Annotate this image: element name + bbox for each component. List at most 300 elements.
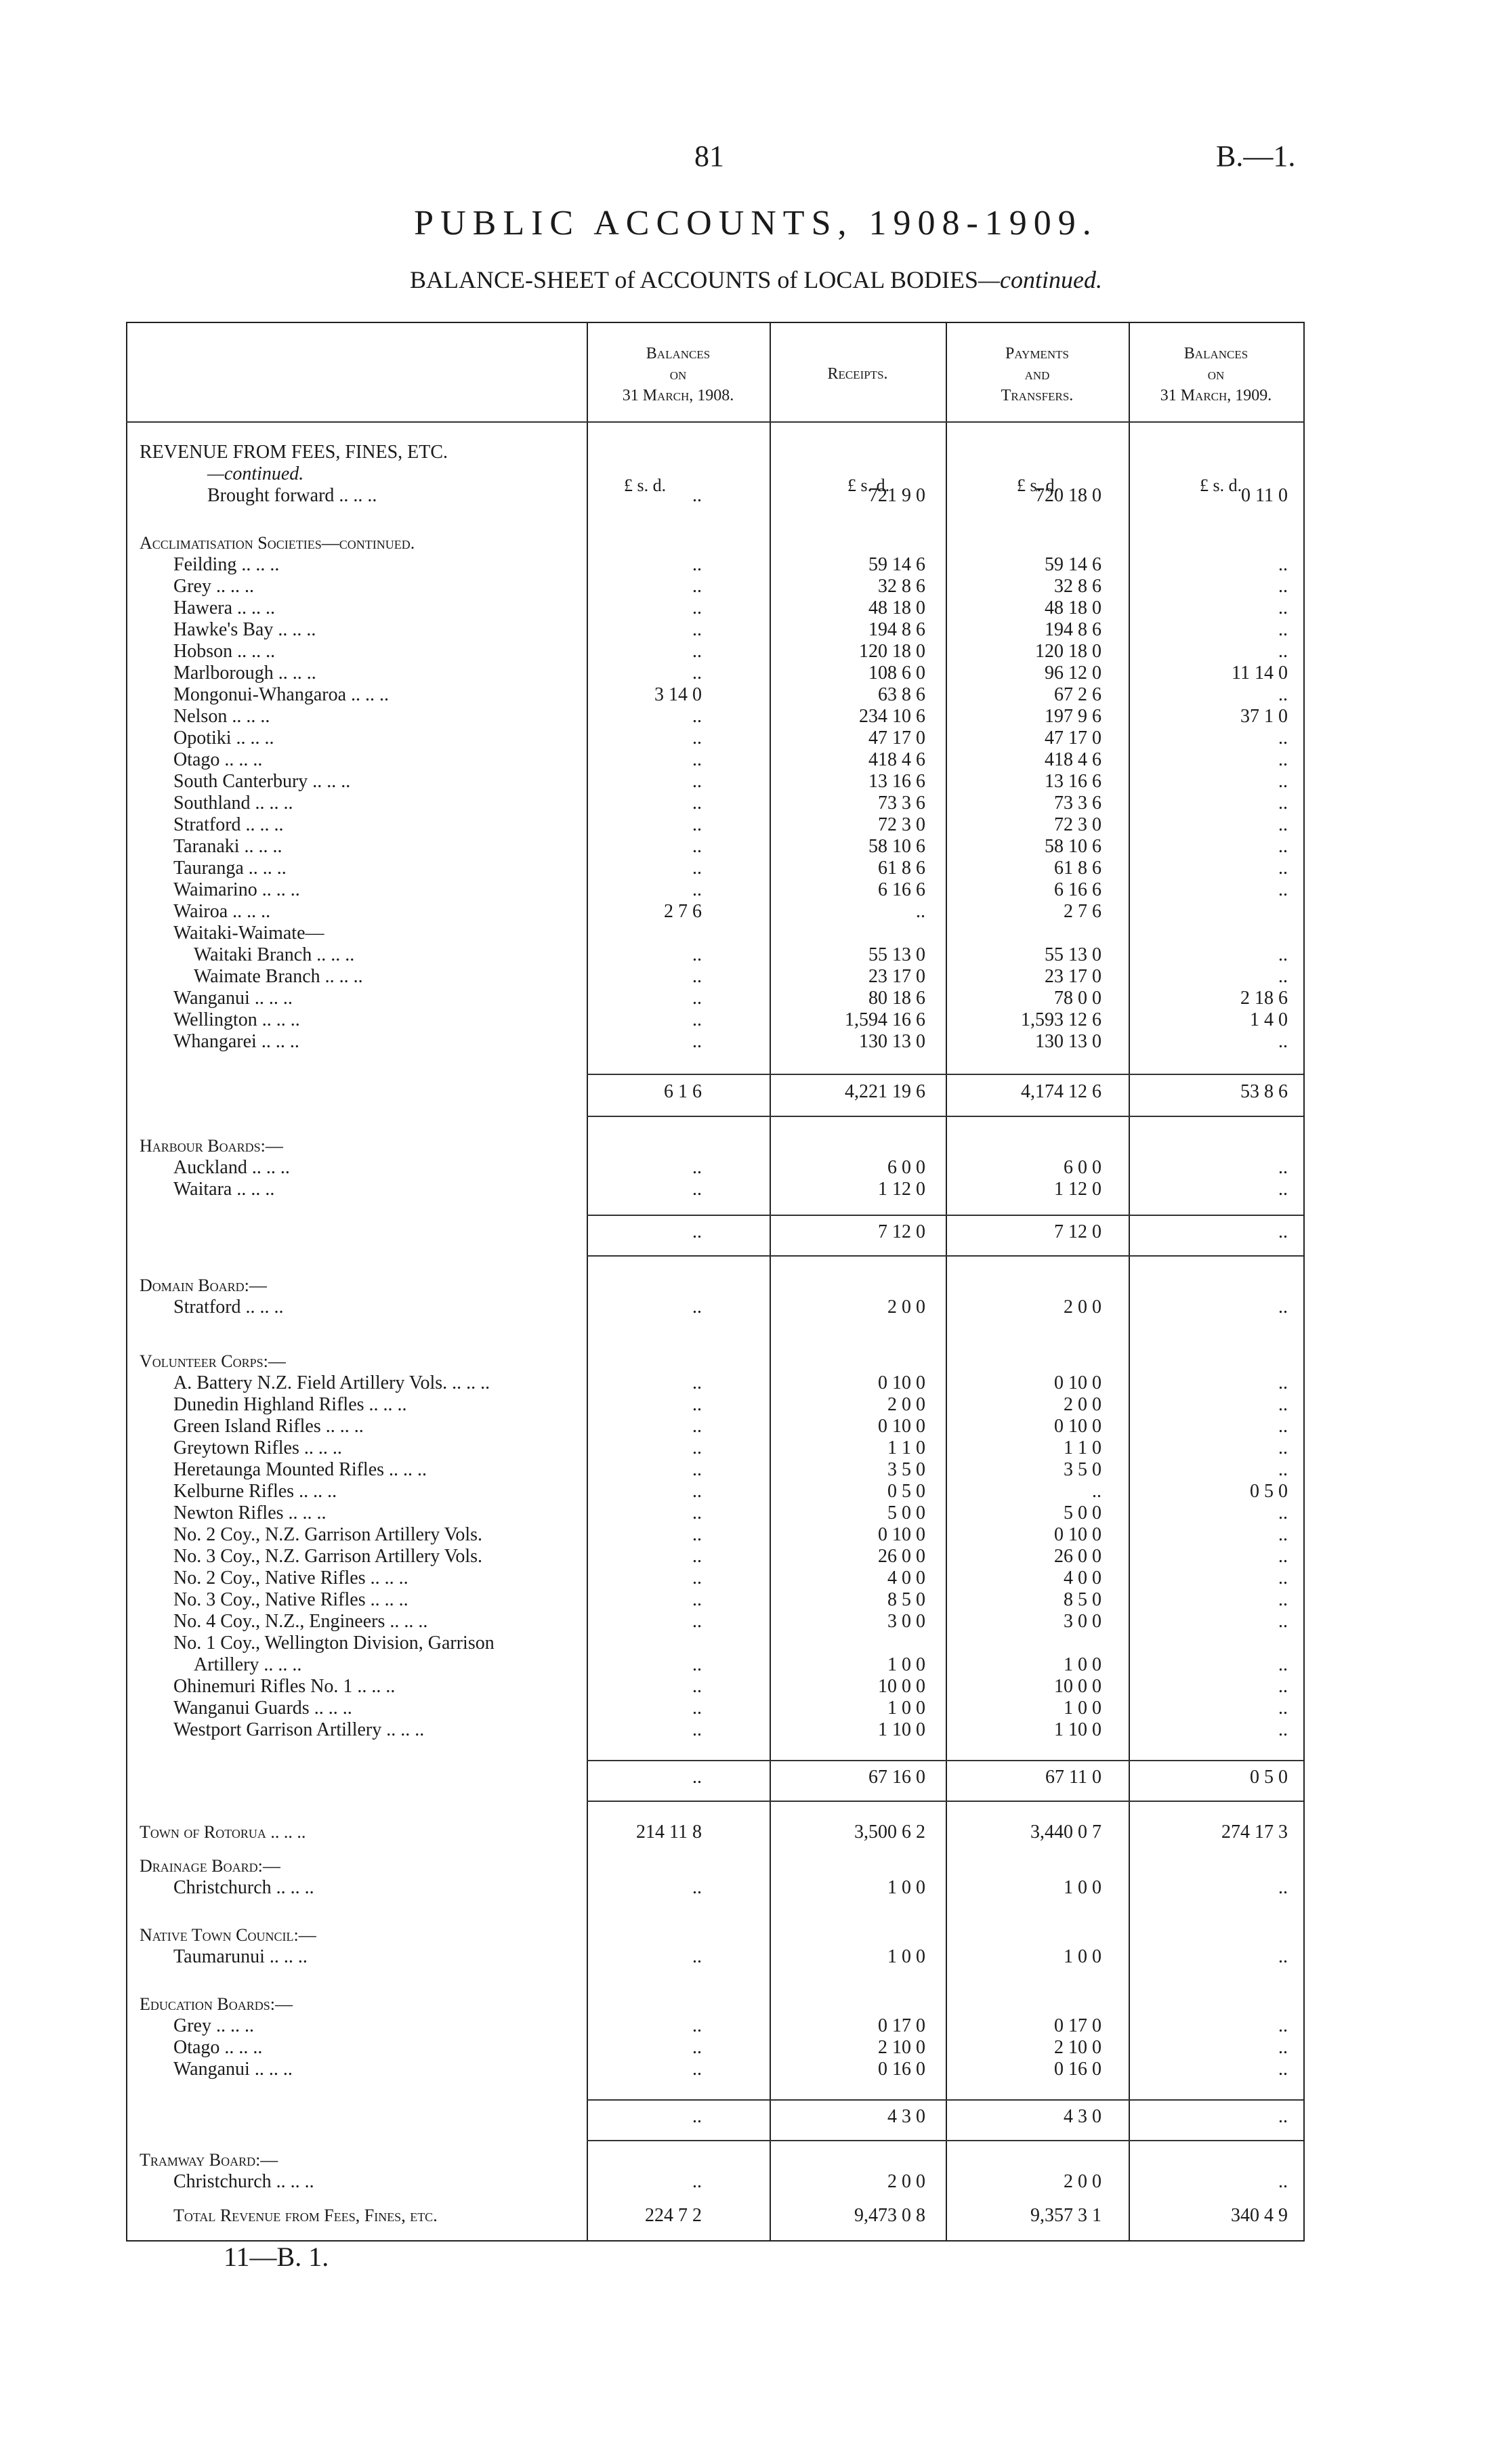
amount-cell: 274 17 3 (1221, 1822, 1288, 1843)
amount-cell: .. (1278, 1877, 1288, 1898)
amount-cell: 26 0 0 (878, 1546, 925, 1567)
amount-cell: .. (692, 814, 702, 835)
amount-cell: .. (692, 1372, 702, 1393)
subtotal-rule (587, 2140, 1303, 2141)
table-row (126, 1275, 1305, 1297)
table-row (126, 771, 1305, 793)
row-label: Christchurch .. .. .. (173, 1877, 314, 1898)
amount-cell: 61 8 6 (878, 858, 925, 879)
row-label: Opotiki .. .. .. (173, 728, 274, 749)
row-label: Christchurch .. .. .. (173, 2171, 314, 2192)
row-label: Greytown Rifles .. .. .. (173, 1437, 342, 1458)
amount-cell: .. (692, 485, 702, 506)
row-label: Newton Rifles .. .. .. (173, 1502, 327, 1523)
subtotal-rule (587, 1074, 1303, 1075)
amount-cell: .. (692, 728, 702, 749)
page-title: PUBLIC ACCOUNTS, 1908-1909. (414, 204, 1098, 243)
amount-cell: 2 7 6 (664, 901, 702, 922)
amount-cell: 2 0 0 (887, 2171, 925, 2192)
amount-cell: .. (692, 1459, 702, 1480)
table-row (126, 1719, 1305, 1741)
table-row (126, 706, 1305, 728)
amount-cell: .. (1278, 1394, 1288, 1415)
table-row (126, 1698, 1305, 1719)
table-row (126, 1877, 1305, 1899)
subtotal-rule (587, 1255, 1303, 1257)
amount-cell: 3 0 0 (887, 1611, 925, 1632)
row-label: Education Boards:— (140, 1994, 293, 2014)
amount-cell: 2 10 0 (1054, 2037, 1101, 2058)
row-label: Otago .. .. .. (173, 749, 263, 770)
amount-cell: .. (1278, 619, 1288, 640)
amount-cell: 7 12 0 (1054, 1221, 1101, 1242)
amount-cell: .. (692, 1481, 702, 1502)
amount-cell: 4 0 0 (887, 1568, 925, 1589)
amount-cell: .. (692, 1698, 702, 1719)
row-label: Feilding .. .. .. (173, 554, 280, 575)
row-label: No. 2 Coy., N.Z. Garrison Artillery Vols. (173, 1524, 483, 1545)
table-row (126, 1481, 1305, 1502)
column-header-receipts: Receipts. (827, 365, 888, 383)
amount-cell: 1,594 16 6 (845, 1009, 925, 1030)
amount-cell: 4,174 12 6 (1021, 1081, 1101, 1102)
amount-cell: .. (692, 619, 702, 640)
table-row (126, 1633, 1305, 1654)
amount-cell: 0 10 0 (1054, 1372, 1101, 1393)
row-label: Hobson .. .. .. (173, 641, 276, 662)
amount-cell: 1 10 0 (878, 1719, 925, 1740)
amount-cell: 224 7 2 (645, 2205, 702, 2226)
amount-cell: 55 13 0 (868, 944, 925, 965)
subtitle-main: BALANCE-SHEET of ACCOUNTS of LOCAL BODIES (410, 266, 979, 293)
unit-header: £ s. d. (624, 476, 667, 495)
subtotal-rule (587, 1116, 1303, 1117)
amount-cell: .. (1278, 1221, 1288, 1242)
amount-cell: 2 0 0 (887, 1297, 925, 1318)
row-label: Wanganui .. .. .. (173, 2059, 293, 2080)
amount-cell: .. (692, 2015, 702, 2036)
row-label: Wanganui Guards .. .. .. (173, 1698, 352, 1719)
amount-cell: 6 0 0 (1064, 1157, 1101, 1178)
amount-cell: 67 16 0 (868, 1767, 925, 1788)
amount-cell: 59 14 6 (868, 554, 925, 575)
column-header-payments: Payments and Transfers. (1001, 345, 1074, 404)
table-row (126, 1946, 1305, 1968)
amount-cell: .. (692, 1157, 702, 1178)
amount-cell: 0 16 0 (1054, 2059, 1101, 2080)
table-row (126, 944, 1305, 966)
amount-cell: 3 0 0 (1064, 1611, 1101, 1632)
amount-cell: 32 8 6 (1054, 576, 1101, 597)
amount-cell: .. (1278, 554, 1288, 575)
amount-cell: 9,473 0 8 (854, 2205, 925, 2226)
amount-cell: .. (1278, 1157, 1288, 1178)
amount-cell: 1 4 0 (1250, 1009, 1288, 1030)
amount-cell: .. (1278, 728, 1288, 749)
amount-cell: .. (692, 966, 702, 987)
table-row (126, 966, 1305, 988)
amount-cell: .. (1278, 1611, 1288, 1632)
amount-cell: 3 5 0 (1064, 1459, 1101, 1480)
amount-cell: 32 8 6 (878, 576, 925, 597)
subtitle-continued: —continued. (978, 266, 1102, 293)
row-label: Town of Rotorua .. .. .. (140, 1822, 306, 1842)
amount-cell: .. (692, 749, 702, 770)
amount-cell: 23 17 0 (1045, 966, 1101, 987)
amount-cell: 108 6 0 (868, 662, 925, 683)
amount-cell: .. (1278, 836, 1288, 857)
table-subtitle (0, 266, 1512, 294)
table-row (126, 619, 1305, 641)
amount-cell: 48 18 0 (868, 597, 925, 618)
row-label: Waitaki Branch .. .. .. (194, 944, 355, 965)
table-row (126, 2149, 1305, 2171)
amount-cell: .. (1278, 597, 1288, 618)
row-label: Mongonui-Whangaroa .. .. .. (173, 684, 390, 705)
amount-cell: .. (1278, 1031, 1288, 1052)
amount-cell: 4 0 0 (1064, 1568, 1101, 1589)
row-label: Waimarino .. .. .. (173, 879, 300, 900)
row-label: Heretaunga Mounted Rifles .. .. .. (173, 1459, 427, 1480)
amount-cell: .. (692, 554, 702, 575)
amount-cell: 59 14 6 (1045, 554, 1101, 575)
amount-cell: .. (692, 641, 702, 662)
amount-cell: 9,357 3 1 (1030, 2205, 1101, 2226)
row-label: No. 3 Coy., N.Z. Garrison Artillery Vols. (173, 1546, 483, 1567)
amount-cell: .. (1278, 1654, 1288, 1675)
amount-cell: .. (692, 1221, 702, 1242)
amount-cell: 61 8 6 (1054, 858, 1101, 879)
table-row (126, 1502, 1305, 1524)
amount-cell: 214 11 8 (636, 1822, 702, 1843)
row-label: Artillery .. .. .. (194, 1654, 302, 1675)
table-row (126, 1009, 1305, 1031)
row-label: Whangarei .. .. .. (173, 1031, 299, 1052)
table-row (126, 2059, 1305, 2080)
row-label: No. 4 Coy., N.Z., Engineers .. .. .. (173, 1611, 428, 1632)
column-header-balances-1909: Balances on 31 March, 1909. (1160, 345, 1272, 404)
amount-cell: 6 16 6 (1054, 879, 1101, 900)
row-label: Hawera .. .. .. (173, 597, 276, 618)
amount-cell: 0 17 0 (878, 2015, 925, 2036)
amount-cell: 7 12 0 (878, 1221, 925, 1242)
amount-cell: 2 0 0 (1064, 1394, 1101, 1415)
amount-cell: 5 0 0 (1064, 1502, 1101, 1523)
amount-cell: 53 8 6 (1240, 1081, 1288, 1102)
amount-cell: .. (1278, 1179, 1288, 1200)
amount-cell: 130 13 0 (859, 1031, 925, 1052)
amount-cell: .. (1092, 1481, 1101, 1502)
amount-cell: 8 5 0 (1064, 1589, 1101, 1610)
amount-cell: .. (692, 1589, 702, 1610)
amount-cell: 2 7 6 (1064, 901, 1101, 922)
amount-cell: .. (692, 2059, 702, 2080)
amount-cell: 1 0 0 (887, 1877, 925, 1898)
table-row (126, 1589, 1305, 1611)
amount-cell: .. (692, 1767, 702, 1788)
table-row (126, 1546, 1305, 1568)
table-row (126, 858, 1305, 879)
table-row (126, 728, 1305, 749)
unit-header: £ s. d. (847, 476, 890, 495)
amount-cell: .. (1278, 1524, 1288, 1545)
amount-cell: 3,500 6 2 (854, 1822, 925, 1843)
amount-cell: .. (692, 1946, 702, 1967)
table-row (126, 641, 1305, 662)
table-row (126, 1994, 1305, 2015)
amount-cell: .. (692, 858, 702, 879)
table-row (126, 532, 1305, 554)
amount-cell: .. (692, 988, 702, 1009)
amount-cell: 1 12 0 (878, 1179, 925, 1200)
row-label: Dunedin Highland Rifles .. .. .. (173, 1394, 407, 1415)
amount-cell: .. (692, 1524, 702, 1545)
amount-cell: 0 10 0 (878, 1524, 925, 1545)
amount-cell: 26 0 0 (1054, 1546, 1101, 1567)
table-row (126, 1437, 1305, 1459)
amount-cell: 37 1 0 (1240, 706, 1288, 727)
amount-cell: .. (1278, 684, 1288, 705)
amount-cell: 13 16 6 (1045, 771, 1101, 792)
row-label: South Canterbury .. .. .. (173, 771, 351, 792)
amount-cell: 96 12 0 (1045, 662, 1101, 683)
amount-cell: 0 17 0 (1054, 2015, 1101, 2036)
subtotal-row (126, 1081, 1305, 1103)
amount-cell: 4,221 19 6 (845, 1081, 925, 1102)
amount-cell: 72 3 0 (878, 814, 925, 835)
amount-cell: 6 0 0 (887, 1157, 925, 1178)
subtotal-rule (587, 1760, 1303, 1761)
amount-cell: 67 11 0 (1045, 1767, 1101, 1788)
amount-cell: .. (916, 901, 925, 922)
amount-cell: .. (692, 879, 702, 900)
amount-cell: .. (692, 1297, 702, 1318)
amount-cell: 120 18 0 (1035, 641, 1101, 662)
amount-cell: .. (1278, 858, 1288, 879)
table-row (126, 1654, 1305, 1676)
table-row (126, 814, 1305, 836)
amount-cell: .. (692, 793, 702, 814)
table-row (126, 597, 1305, 619)
table-row (126, 1459, 1305, 1481)
row-label: Grey .. .. .. (173, 2015, 254, 2036)
amount-cell: 130 13 0 (1035, 1031, 1101, 1052)
amount-cell: 48 18 0 (1045, 597, 1101, 618)
amount-cell: .. (1278, 1719, 1288, 1740)
row-label: Volunteer Corps:— (140, 1351, 286, 1371)
row-label: REVENUE FROM FEES, FINES, ETC. (140, 442, 448, 463)
amount-cell: .. (692, 2037, 702, 2058)
amount-cell: .. (1278, 1568, 1288, 1589)
table-row (126, 1157, 1305, 1179)
row-label: Acclimatisation Societies—continued. (140, 533, 415, 553)
amount-cell: 418 4 6 (868, 749, 925, 770)
amount-cell: .. (692, 1546, 702, 1567)
row-label: Native Town Council:— (140, 1925, 316, 1945)
amount-cell: .. (1278, 2015, 1288, 2036)
row-label: Auckland .. .. .. (173, 1157, 290, 1178)
amount-cell: 80 18 6 (868, 988, 925, 1009)
amount-cell: 234 10 6 (859, 706, 925, 727)
amount-cell: .. (692, 2171, 702, 2192)
amount-cell: .. (1278, 944, 1288, 965)
amount-cell: 1 1 0 (887, 1437, 925, 1458)
amount-cell: 58 10 6 (1045, 836, 1101, 857)
amount-cell: 0 5 0 (1250, 1767, 1288, 1788)
amount-cell: 63 8 6 (878, 684, 925, 705)
table-row (126, 1297, 1305, 1318)
amount-cell: 47 17 0 (868, 728, 925, 749)
amount-cell: .. (692, 1416, 702, 1437)
amount-cell: .. (1278, 879, 1288, 900)
amount-cell: .. (692, 1568, 702, 1589)
table-row (126, 684, 1305, 706)
amount-cell: 0 10 0 (1054, 1524, 1101, 1545)
amount-cell: .. (1278, 1459, 1288, 1480)
table-row (126, 1394, 1305, 1416)
page-signature: 11—B. 1. (224, 2242, 329, 2272)
row-label: No. 1 Coy., Wellington Division, Garrison (173, 1633, 495, 1654)
amount-cell: .. (692, 597, 702, 618)
table-row (126, 1855, 1305, 1877)
amount-cell: 197 9 6 (1045, 706, 1101, 727)
table-row (126, 1351, 1305, 1372)
amount-cell: .. (692, 771, 702, 792)
row-label: Waimate Branch .. .. .. (194, 966, 363, 987)
row-label: No. 2 Coy., Native Rifles .. .. .. (173, 1568, 408, 1589)
amount-cell: .. (692, 1676, 702, 1697)
amount-cell: 0 5 0 (1250, 1481, 1288, 1502)
amount-cell: 0 16 0 (878, 2059, 925, 2080)
amount-cell: 67 2 6 (1054, 684, 1101, 705)
amount-cell: 3 5 0 (887, 1459, 925, 1480)
amount-cell: .. (1278, 814, 1288, 835)
table-row (126, 1524, 1305, 1546)
row-label: Brought forward .. .. .. (207, 485, 377, 506)
row-label: Waitaki-Waimate— (173, 923, 324, 944)
table-row (126, 793, 1305, 814)
table-row (126, 988, 1305, 1009)
amount-cell: 1 1 0 (1064, 1437, 1101, 1458)
table-row (126, 1031, 1305, 1053)
table-row (126, 2037, 1305, 2059)
table-row (126, 463, 1305, 485)
amount-cell: .. (1278, 1437, 1288, 1458)
table-row (126, 1179, 1305, 1200)
amount-cell: .. (692, 1611, 702, 1632)
amount-cell: .. (1278, 1416, 1288, 1437)
amount-cell: 418 4 6 (1045, 749, 1101, 770)
amount-cell: .. (692, 1719, 702, 1740)
amount-cell: .. (1278, 1502, 1288, 1523)
table-row (126, 1372, 1305, 1394)
amount-cell: .. (1278, 641, 1288, 662)
amount-cell: 1 12 0 (1054, 1179, 1101, 1200)
amount-cell: 72 3 0 (1054, 814, 1101, 835)
table-row (126, 2015, 1305, 2037)
amount-cell: 1 0 0 (1064, 1877, 1101, 1898)
row-label: Hawke's Bay .. .. .. (173, 619, 316, 640)
amount-cell: 0 5 0 (887, 1481, 925, 1502)
table-row (126, 1822, 1305, 1843)
amount-cell: 10 0 0 (1054, 1676, 1101, 1697)
row-label: Total Revenue from Fees, Fines, etc. (173, 2206, 438, 2225)
amount-cell: 73 3 6 (878, 793, 925, 814)
table-row (126, 879, 1305, 901)
amount-cell: .. (692, 1394, 702, 1415)
amount-cell: .. (1278, 2106, 1288, 2127)
amount-cell: 1,593 12 6 (1021, 1009, 1101, 1030)
amount-cell: 1 0 0 (1064, 1946, 1101, 1967)
table-row (126, 1416, 1305, 1437)
amount-cell: 1 0 0 (1064, 1654, 1101, 1675)
amount-cell: .. (692, 2106, 702, 2127)
unit-header: £ s. d. (1017, 476, 1059, 495)
row-label: No. 3 Coy., Native Rifles .. .. .. (173, 1589, 408, 1610)
amount-cell: 0 10 0 (1054, 1416, 1101, 1437)
table-row (126, 1676, 1305, 1698)
table-row (126, 923, 1305, 944)
table-row (126, 442, 1305, 463)
row-label: Green Island Rifles .. .. .. (173, 1416, 364, 1437)
table-row (126, 2205, 1305, 2227)
subtotal-row (126, 1221, 1305, 1243)
table-row (126, 2171, 1305, 2193)
subtotal-rule (587, 2099, 1303, 2101)
row-label: Westport Garrison Artillery .. .. .. (173, 1719, 425, 1740)
amount-cell: .. (1278, 2171, 1288, 2192)
amount-cell: .. (1278, 966, 1288, 987)
row-label: Stratford .. .. .. (173, 814, 284, 835)
amount-cell: 1 0 0 (1064, 1698, 1101, 1719)
amount-cell: 720 18 0 (1035, 485, 1101, 506)
amount-cell: 6 16 6 (878, 879, 925, 900)
amount-cell: 4 3 0 (887, 2106, 925, 2127)
amount-cell: 194 8 6 (868, 619, 925, 640)
amount-cell: .. (1278, 749, 1288, 770)
row-label: Nelson .. .. .. (173, 706, 270, 727)
amount-cell: 2 10 0 (878, 2037, 925, 2058)
row-label: Stratford .. .. .. (173, 1297, 284, 1318)
amount-cell: .. (692, 662, 702, 683)
subtotal-rule (587, 1215, 1303, 1216)
amount-cell: 3,440 0 7 (1030, 1822, 1101, 1843)
row-label: Taranaki .. .. .. (173, 836, 282, 857)
amount-cell: 4 3 0 (1064, 2106, 1101, 2127)
row-label: Grey .. .. .. (173, 576, 254, 597)
subtotal-row (126, 2106, 1305, 2128)
amount-cell: 1 0 0 (887, 1946, 925, 1967)
amount-cell: .. (692, 1179, 702, 1200)
amount-cell: .. (1278, 1589, 1288, 1610)
amount-cell: 1 0 0 (887, 1654, 925, 1675)
column-header-balances-1908: Balances on 31 March, 1908. (622, 345, 734, 404)
amount-cell: 47 17 0 (1045, 728, 1101, 749)
amount-cell: 2 18 6 (1240, 988, 1288, 1009)
amount-cell: .. (1278, 771, 1288, 792)
amount-cell: 1 0 0 (887, 1698, 925, 1719)
amount-cell: .. (1278, 1676, 1288, 1697)
row-label: Domain Board:— (140, 1276, 267, 1295)
table-row (126, 1611, 1305, 1633)
amount-cell: .. (692, 1502, 702, 1523)
row-label: Southland .. .. .. (173, 793, 293, 814)
amount-cell: 23 17 0 (868, 966, 925, 987)
amount-cell: .. (692, 1009, 702, 1030)
amount-cell: 55 13 0 (1045, 944, 1101, 965)
amount-cell: 2 0 0 (1064, 1297, 1101, 1318)
amount-cell: 58 10 6 (868, 836, 925, 857)
